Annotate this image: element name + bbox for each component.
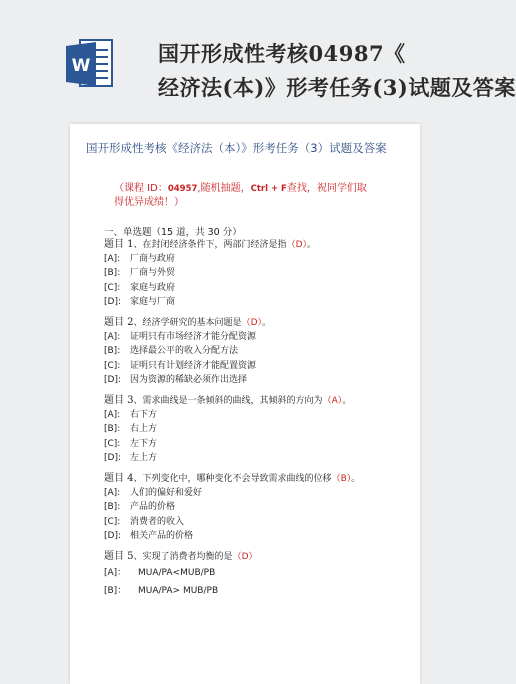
answer-mark: （B）: [331, 474, 352, 484]
answer-mark: （D）: [232, 552, 258, 562]
question-5: [104, 550, 404, 600]
section-heading: 一、单选题（15 道，共 30 分）: [104, 227, 242, 238]
option-a: [A]： MUA/PA<MUB/PB: [104, 568, 216, 578]
option-d: [D]: 因为资源的稀缺必须作出选择: [104, 375, 248, 386]
question-1: [104, 238, 404, 310]
option-d: [D]: 相关产品的价格: [104, 531, 194, 542]
option-a: [A]: 人们的偏好和爱好: [104, 488, 203, 498]
note-suffix: 查找，祝同学们取得优异成绩！）: [114, 183, 367, 208]
document-title: 国开形成性考核《经济法（本）》形考任务（3）试题及答案: [86, 141, 387, 155]
header-banner: [0, 0, 516, 110]
option-d: [D]: 家庭与厂商: [104, 297, 176, 308]
answer-mark: （D）: [286, 240, 307, 250]
svg-text:W: W: [71, 56, 91, 76]
option-a: [A]: 证明只有市场经济才能分配资源: [104, 332, 257, 342]
question-stem: 题目 3、需求曲线是一条倾斜的曲线，其倾斜的方向为（A）。: [104, 395, 352, 406]
option-b: [B]: 选择最公平的收入分配方法: [104, 346, 239, 357]
question-3: [104, 394, 404, 466]
word-document-icon: [66, 38, 114, 90]
option-c: [C]: 证明只有计划经济才能配置资源: [104, 360, 257, 371]
option-d: [D]: 左上方: [104, 453, 158, 464]
answer-mark: （A）: [322, 396, 343, 406]
question-stem: 题目 2、经济学研究的基本问题是（D）。: [104, 317, 272, 328]
answer-mark: （D）: [241, 318, 262, 328]
option-a: [A]: 右下方: [104, 410, 158, 420]
question-stem: 题目 4、下列变化中，哪种变化不会导致需求曲线的位移（B）。: [104, 473, 361, 484]
document-page: [70, 124, 420, 684]
course-code: 04957: [167, 184, 198, 194]
note-mid: ,随机抽题，: [197, 183, 251, 194]
question-stem: 题目 5、实现了消费者均衡的是（D）: [104, 551, 258, 562]
question-4: [104, 472, 404, 544]
option-c: [C]: 左下方: [104, 438, 158, 449]
option-c: [C]: 家庭与政府: [104, 282, 176, 293]
course-note: [114, 182, 374, 210]
option-b: [B]： MUA/PA> MUB/PB: [104, 586, 219, 596]
banner-title-line-2: 经济法(本)》形考任务(3)试题及答案: [158, 75, 516, 100]
option-b: [B]: 右上方: [104, 424, 158, 435]
option-a: [A]: 厂商与政府: [104, 254, 176, 264]
question-2: [104, 316, 404, 388]
option-c: [C]: 消费者的收入: [104, 516, 185, 527]
question-stem: 题目 1、在封闭经济条件下，两部门经济是指（D）。: [104, 239, 317, 250]
option-b: [B]: 厂商与外贸: [104, 268, 176, 279]
option-b: [B]: 产品的价格: [104, 502, 176, 513]
shortcut-text: Ctrl + F: [250, 184, 287, 194]
banner-title-line-1: 国开形成性考核04987《: [158, 41, 406, 66]
note-prefix: （课程 ID：: [114, 183, 168, 194]
